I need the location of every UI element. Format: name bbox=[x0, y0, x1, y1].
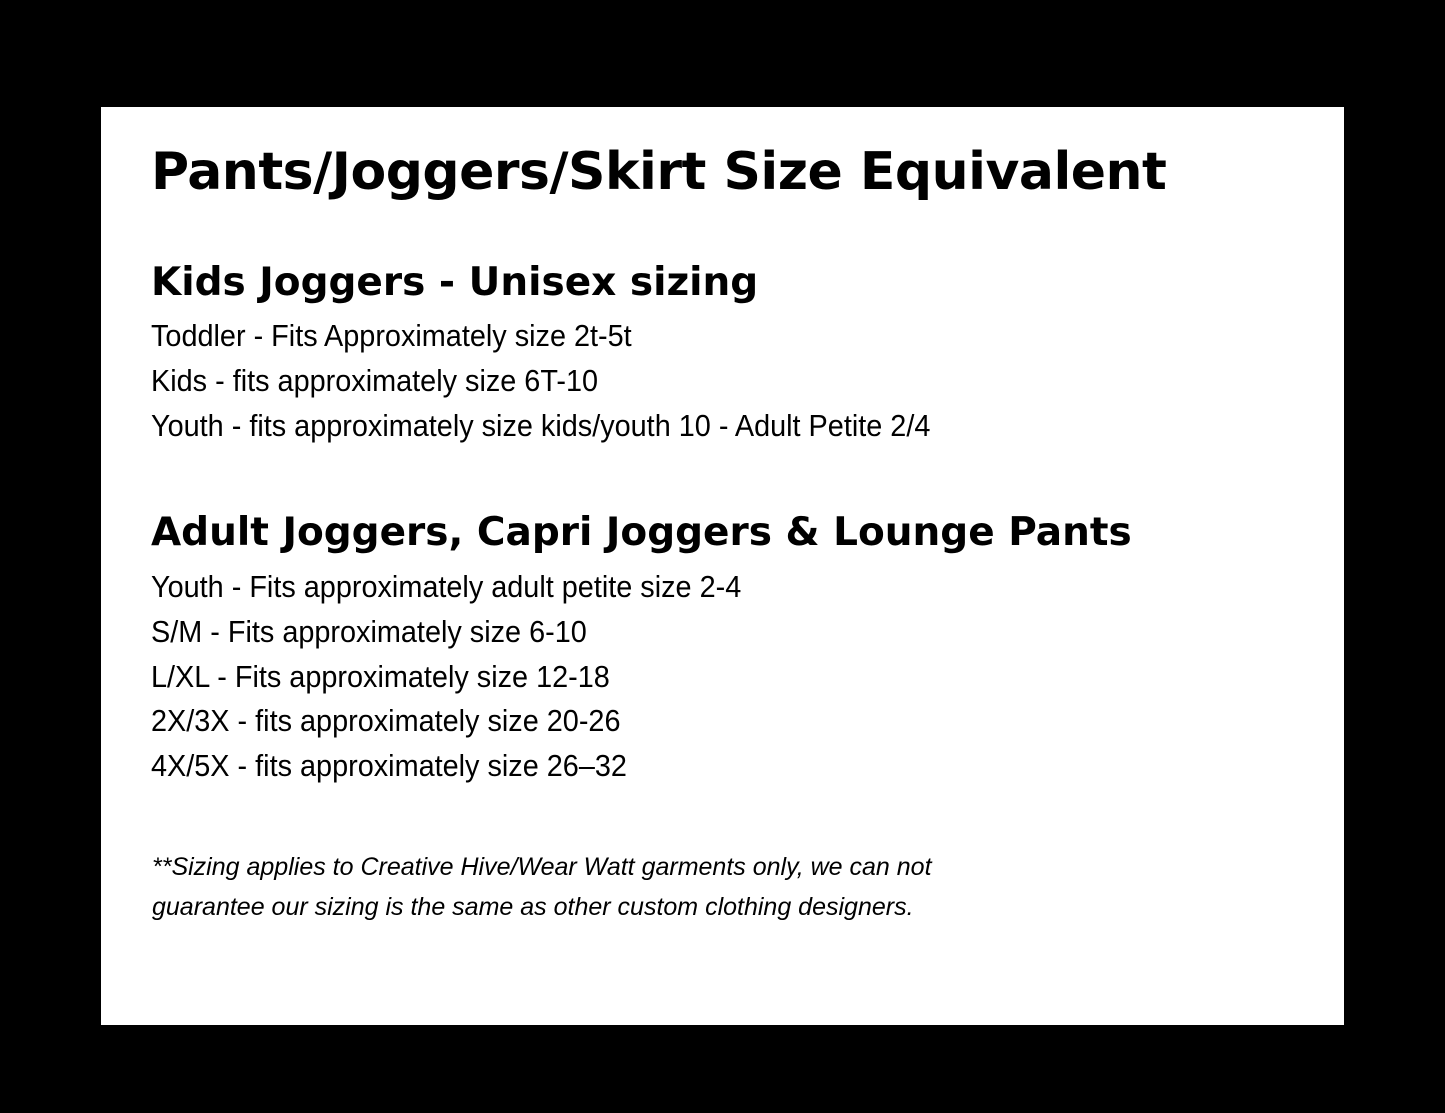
page-title: Pants/Joggers/Skirt Size Equivalent bbox=[151, 142, 1167, 202]
size-line: Youth - Fits approximately adult petite size 2-4 bbox=[151, 569, 742, 605]
size-line: 2X/3X - fits approximately size 20-26 bbox=[151, 703, 621, 739]
section-heading-kids-joggers: Kids Joggers - Unisex sizing bbox=[151, 259, 759, 305]
size-chart-card bbox=[101, 107, 1344, 1025]
size-line: Toddler - Fits Approximately size 2t-5t bbox=[151, 318, 632, 354]
size-line: Youth - fits approximately size kids/youth 10 - Adult Petite 2/4 bbox=[151, 407, 931, 443]
section-adult-joggers bbox=[147, 512, 1298, 788]
section-kids-joggers bbox=[147, 259, 1298, 449]
disclaimer-line-2: guarantee our sizing is the same as other custom clothing designers. bbox=[152, 892, 914, 921]
size-line: 4X/5X - fits approximately size 26–32 bbox=[151, 747, 627, 783]
size-line: Kids - fits approximately size 6T-10 bbox=[151, 363, 599, 399]
disclaimer-line-1: **Sizing applies to Creative Hive/Wear Watt garments only, we can not bbox=[152, 853, 932, 882]
size-line: S/M - Fits approximately size 6-10 bbox=[151, 613, 587, 649]
size-line: L/XL - Fits approximately size 12-18 bbox=[151, 658, 610, 694]
section-heading-adult-joggers: Adult Joggers, Capri Joggers & Lounge Pants bbox=[151, 510, 1132, 556]
disclaimer-note bbox=[152, 848, 1112, 927]
